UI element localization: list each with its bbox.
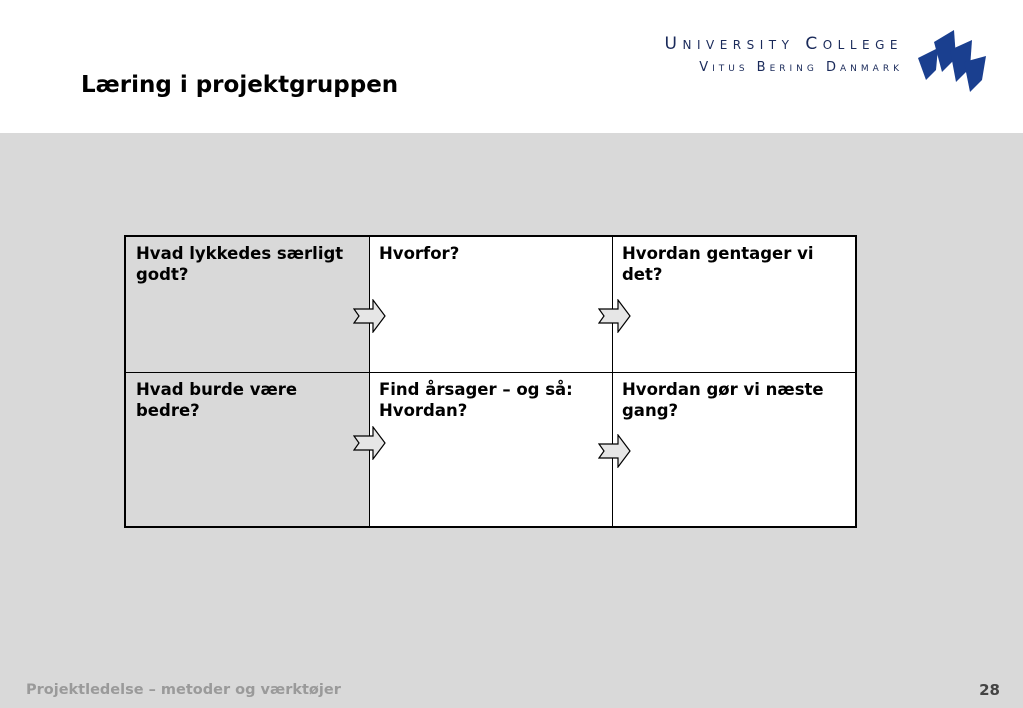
right-arrow-icon bbox=[353, 299, 387, 333]
sails-logo-icon bbox=[912, 28, 988, 94]
row-divider bbox=[126, 372, 855, 373]
right-arrow-icon bbox=[353, 426, 387, 460]
right-arrow-icon bbox=[598, 434, 632, 468]
footer-text: Projektledelse – metoder og værktøjer bbox=[26, 682, 341, 698]
right-arrow-icon bbox=[598, 299, 632, 333]
logo-wordmark bbox=[665, 34, 903, 75]
page-number: 28 bbox=[979, 681, 1000, 699]
cell-r1-c2: Hvorfor? bbox=[379, 244, 460, 263]
cell-r1-c1: Hvad lykkedes særligt godt? bbox=[126, 237, 369, 372]
cell-r2-c1: Hvad burde være bedre? bbox=[126, 373, 369, 526]
slide-title: Læring i projektgruppen bbox=[81, 72, 399, 98]
slide-header bbox=[0, 0, 1023, 133]
cell-r1-c3: Hvordan gentager vi det? bbox=[622, 244, 814, 284]
cell-r2-c3: Hvordan gør vi næste gang? bbox=[622, 380, 824, 420]
logo-line-1: University College bbox=[664, 34, 903, 54]
cell-r2-c2: Find årsager – og så: Hvordan? bbox=[379, 380, 573, 420]
logo-line-2: Vitus Bering Danmark bbox=[699, 60, 903, 75]
column-divider bbox=[612, 237, 613, 526]
learning-matrix bbox=[124, 235, 857, 528]
column-divider bbox=[369, 237, 370, 526]
